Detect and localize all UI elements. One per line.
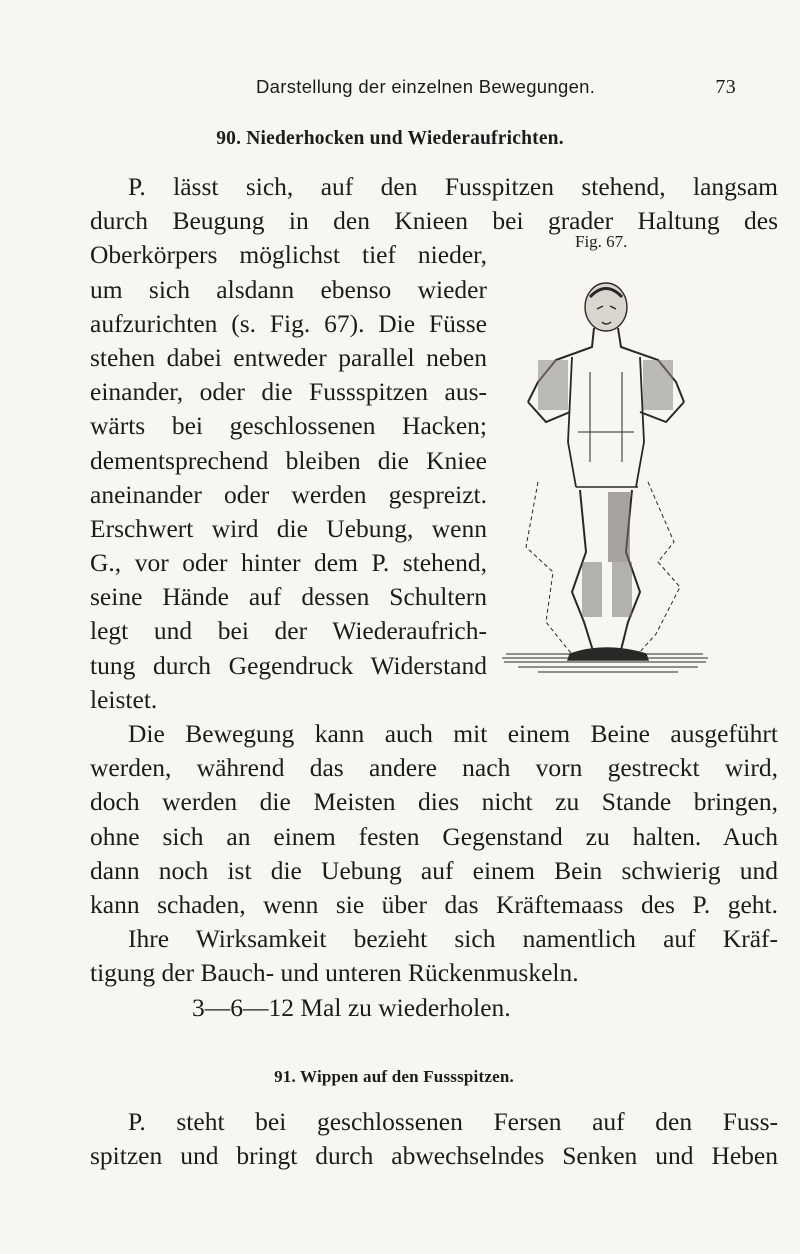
paragraph-line: ohne sich an einem festen Gegenstand zu halten. Auch bbox=[90, 821, 778, 851]
paragraph-line: seine Hände auf dessen Schultern bbox=[90, 582, 487, 612]
paragraph-line: P. steht bei geschlossenen Fersen auf den Fuss- bbox=[128, 1107, 778, 1136]
paragraph-line: einander, oder die Fussspitzen aus- bbox=[90, 377, 487, 407]
paragraph-line: dementsprechend bleiben die Kniee bbox=[90, 445, 487, 475]
paragraph-line: leistet. bbox=[90, 684, 158, 714]
figure-label: Fig. 67. bbox=[575, 232, 628, 251]
section-heading-91: 91. Wippen auf den Fussspitzen. bbox=[274, 1067, 514, 1086]
paragraph-line: kann schaden, wenn sie über das Kräftemaass des P. geht. bbox=[90, 889, 778, 919]
running-header bbox=[0, 76, 800, 106]
paragraph-line: tung durch Gegendruck Widerstand bbox=[90, 650, 487, 680]
paragraph-line: spitzen und bringt durch abwechselndes Senken und Heben bbox=[90, 1141, 778, 1171]
paragraph-line: legt und bei der Wiederaufrich- bbox=[90, 616, 487, 646]
paragraph-line: durch Beugung in den Knieen bei grader Haltung des bbox=[90, 206, 778, 236]
paragraph-line: tigung der Bauch- und unteren Rückenmuskeln. bbox=[90, 958, 579, 988]
paragraph-line: Ihre Wirksamkeit bezieht sich namentlich auf Kräf- bbox=[128, 924, 778, 954]
section-heading-90: 90. Niederhocken und Wiederaufrichten. bbox=[216, 128, 564, 149]
paragraph-line: aufzurichten (s. Fig. 67). Die Füsse bbox=[90, 308, 487, 338]
paragraph-line: P. lässt sich, auf den Fusspitzen stehend, langsam bbox=[128, 172, 778, 201]
paragraph-line: wärts bei geschlossenen Hacken; bbox=[90, 411, 487, 441]
paragraph-line: G., vor oder hinter dem P. stehend, bbox=[90, 548, 487, 578]
figure-67-squatting-man bbox=[498, 262, 718, 692]
paragraph-line: stehen dabei entweder parallel neben bbox=[90, 342, 487, 372]
paragraph-line: 3—6—12 Mal zu wiederholen. bbox=[192, 992, 511, 1022]
paragraph-line: dann noch ist die Uebung auf einem Bein schwierig und bbox=[90, 855, 778, 885]
paragraph-line: Erschwert wird die Uebung, wenn bbox=[90, 513, 487, 543]
paragraph-line: Die Bewegung kann auch mit einem Beine ausgeführt bbox=[128, 719, 778, 748]
paragraph-line: werden, während das andere nach vorn gestreckt wird, bbox=[90, 753, 778, 783]
page-number: 73 bbox=[715, 76, 736, 98]
running-title: Darstellung der einzelnen Bewegungen. bbox=[256, 76, 596, 97]
paragraph-line: aneinander oder werden gespreizt. bbox=[90, 479, 487, 509]
paragraph-line: doch werden die Meisten dies nicht zu Stande bringen, bbox=[90, 787, 778, 817]
section-91-body bbox=[90, 1105, 778, 1173]
paragraph-line: Oberkörpers möglichst tief nieder, bbox=[90, 240, 487, 270]
paragraph-line: um sich alsdann ebenso wieder bbox=[90, 274, 487, 304]
